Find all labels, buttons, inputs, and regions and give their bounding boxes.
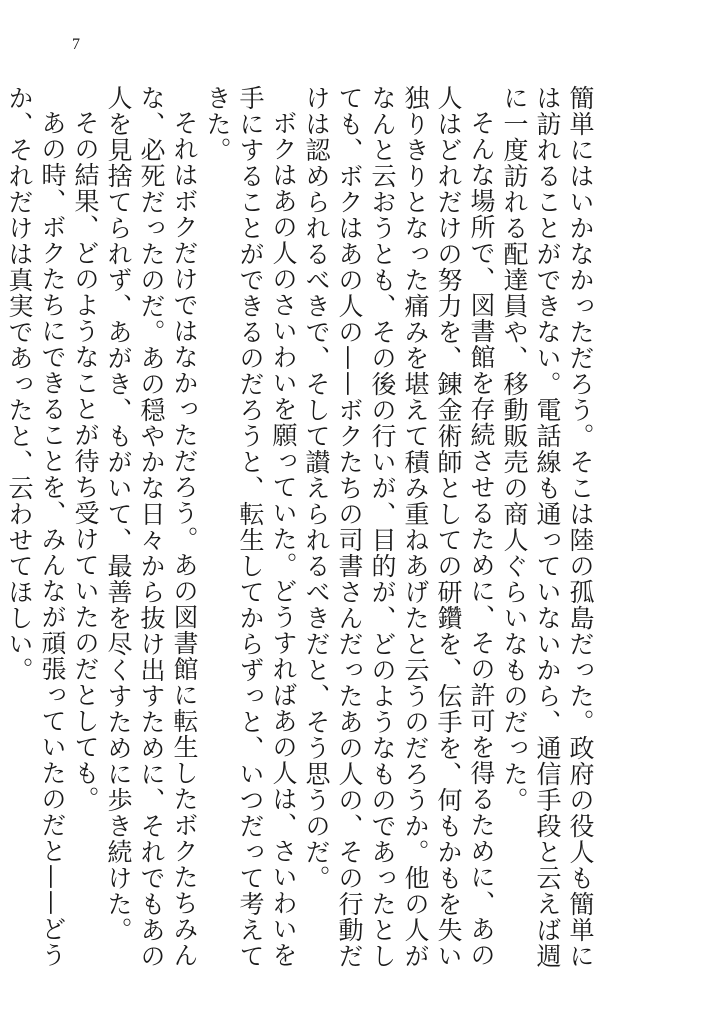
paragraph-6: あの時、ボクたちにできることを、みんなが頑張っていたのだと——どうか、それだけは真実であったと、云わせてほしい。: [5, 85, 67, 968]
paragraph-3: ボクはあの人のさいわいを願っていた。どうすればあの人は、さいわいを手にすることができるのだろうと、転生してからずっと、いつだって考えてきた。: [203, 85, 298, 969]
body-text: [3, 85, 597, 985]
page-number: 7: [72, 36, 80, 53]
paragraph-4: それはボクだけではなかっただろう。あの図書館に転生したボクたちみんな、必死だったのだ。あの穏やかな日々から抜け出すために、それでもあの人を見捨てられず、あがき、もがいて、最善を尽くすために歩き続けた。: [104, 85, 199, 969]
paragraph-1: 簡単にはいかなかっただろう。そこは陸の孤島だった。政府の役人も簡単には訪れることができない。電話線も通っていないから、通信手段と云えば週に一度訪れる配達員や、移動販売の商人ぐらいなものだった。: [500, 85, 595, 969]
paragraph-5: その結果、どのようなことが待ち受けていたのだとしても。: [71, 110, 100, 812]
paragraph-2: そんな場所で、図書館を存続させるために、その許可を得るために、あの人はどれだけの努力を、錬金術師としての研鑽を、伝手を、何もかもを失い独りきりとなった痛みを堪えて積み重ねあげたと云うのだろうか。他の人がなんと云おうとも、その後の行いが、目的が、どのようなものであったとしても、ボクはあの人の——ボクたちの司書さんだったあの人の、その行動だけは認められるべきで、そして讃えられるべきだと、そう思うのだ。: [302, 85, 496, 969]
